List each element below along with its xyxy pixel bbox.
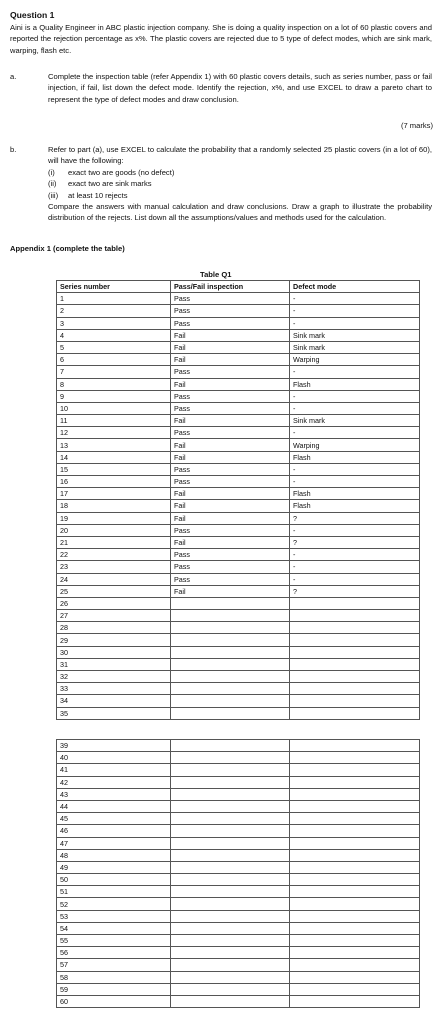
cell-pass-fail[interactable] [171, 658, 290, 670]
cell-pass-fail[interactable] [171, 646, 290, 658]
cell-defect-mode[interactable] [290, 971, 420, 983]
cell-series-number[interactable]: 11 [57, 415, 171, 427]
cell-series-number[interactable]: 46 [57, 825, 171, 837]
cell-defect-mode[interactable]: - [290, 366, 420, 378]
cell-series-number[interactable]: 28 [57, 622, 171, 634]
cell-pass-fail[interactable]: Pass [171, 390, 290, 402]
cell-series-number[interactable]: 7 [57, 366, 171, 378]
cell-pass-fail[interactable]: Pass [171, 305, 290, 317]
cell-pass-fail[interactable]: Fail [171, 354, 290, 366]
table-row [57, 995, 420, 1007]
cell-series-number[interactable]: 3 [57, 317, 171, 329]
cell-series-number[interactable]: 44 [57, 800, 171, 812]
cell-series-number[interactable]: 21 [57, 536, 171, 548]
cell-defect-mode[interactable] [290, 886, 420, 898]
cell-series-number[interactable]: 8 [57, 378, 171, 390]
table-row [57, 874, 420, 886]
cell-pass-fail[interactable]: Pass [171, 463, 290, 475]
table-row [57, 439, 420, 451]
table-row [57, 800, 420, 812]
cell-pass-fail[interactable]: Pass [171, 317, 290, 329]
cell-pass-fail[interactable] [171, 695, 290, 707]
table-row [57, 671, 420, 683]
cell-pass-fail[interactable] [171, 597, 290, 609]
table-row [57, 378, 420, 390]
cell-defect-mode[interactable] [290, 752, 420, 764]
table-row [57, 813, 420, 825]
table-row [57, 959, 420, 971]
cell-series-number[interactable]: 45 [57, 813, 171, 825]
cell-pass-fail[interactable]: Fail [171, 329, 290, 341]
cell-series-number[interactable]: 59 [57, 983, 171, 995]
cell-pass-fail[interactable] [171, 849, 290, 861]
part-b-lead: Refer to part (a), use EXCEL to calculate the probability that a randomly selected 25 plastic covers (in a lot of 60), will have the following: [48, 145, 432, 166]
cell-pass-fail[interactable] [171, 788, 290, 800]
cell-defect-mode[interactable] [290, 658, 420, 670]
inspection-table-bottom [56, 739, 420, 1008]
cell-pass-fail[interactable] [171, 959, 290, 971]
cell-series-number[interactable]: 51 [57, 886, 171, 898]
cell-series-number[interactable]: 4 [57, 329, 171, 341]
cell-pass-fail[interactable] [171, 922, 290, 934]
cell-defect-mode[interactable] [290, 959, 420, 971]
cell-defect-mode[interactable] [290, 837, 420, 849]
cell-pass-fail[interactable]: Fail [171, 585, 290, 597]
cell-defect-mode[interactable]: Flash [290, 451, 420, 463]
cell-pass-fail[interactable] [171, 752, 290, 764]
cell-series-number[interactable]: 24 [57, 573, 171, 585]
cell-pass-fail[interactable] [171, 898, 290, 910]
cell-series-number[interactable]: 30 [57, 646, 171, 658]
cell-defect-mode[interactable]: Sink mark [290, 415, 420, 427]
table-row [57, 707, 420, 719]
cell-defect-mode[interactable]: - [290, 573, 420, 585]
table-row [57, 427, 420, 439]
table-row [57, 451, 420, 463]
cell-pass-fail[interactable] [171, 947, 290, 959]
cell-pass-fail[interactable] [171, 971, 290, 983]
cell-pass-fail[interactable] [171, 707, 290, 719]
cell-series-number[interactable]: 54 [57, 922, 171, 934]
cell-series-number[interactable]: 50 [57, 874, 171, 886]
cell-defect-mode[interactable] [290, 947, 420, 959]
table-header-row [57, 281, 420, 293]
cell-defect-mode[interactable]: ? [290, 512, 420, 524]
cell-defect-mode[interactable] [290, 597, 420, 609]
table-row [57, 764, 420, 776]
cell-pass-fail[interactable] [171, 825, 290, 837]
table-row [57, 646, 420, 658]
cell-series-number[interactable]: 10 [57, 402, 171, 414]
cell-series-number[interactable]: 58 [57, 971, 171, 983]
cell-pass-fail[interactable]: Pass [171, 524, 290, 536]
cell-series-number[interactable]: 22 [57, 549, 171, 561]
table-row [57, 849, 420, 861]
cell-series-number[interactable]: 14 [57, 451, 171, 463]
header-pass-fail: Pass/Fail inspection [171, 281, 290, 293]
cell-series-number[interactable]: 49 [57, 861, 171, 873]
question-intro: Aini is a Quality Engineer in ABC plastic injection company. She is doing a quality inspection on a lot of 60 plastic covers and reported the rejection percentage as x%. The plastic covers are rejected due to 5 type of defect modes, which are sink mark, warping, flash etc. [10, 23, 432, 55]
cell-series-number[interactable]: 6 [57, 354, 171, 366]
cell-defect-mode[interactable]: ? [290, 585, 420, 597]
cell-pass-fail[interactable]: Pass [171, 476, 290, 488]
table-row [57, 825, 420, 837]
cell-series-number[interactable]: 42 [57, 776, 171, 788]
cell-series-number[interactable]: 1 [57, 293, 171, 305]
cell-defect-mode[interactable] [290, 683, 420, 695]
cell-defect-mode[interactable] [290, 671, 420, 683]
table-row [57, 740, 420, 752]
cell-defect-mode[interactable] [290, 622, 420, 634]
cell-series-number[interactable]: 48 [57, 849, 171, 861]
table-row [57, 788, 420, 800]
table-row [57, 597, 420, 609]
cell-series-number[interactable]: 33 [57, 683, 171, 695]
table-row [57, 610, 420, 622]
cell-series-number[interactable]: 52 [57, 898, 171, 910]
cell-series-number[interactable]: 47 [57, 837, 171, 849]
cell-defect-mode[interactable]: - [290, 390, 420, 402]
cell-pass-fail[interactable]: Pass [171, 293, 290, 305]
cell-pass-fail[interactable]: Fail [171, 512, 290, 524]
cell-defect-mode[interactable] [290, 922, 420, 934]
cell-defect-mode[interactable]: - [290, 524, 420, 536]
cell-defect-mode[interactable] [290, 910, 420, 922]
header-series-number: Series number [57, 281, 171, 293]
cell-defect-mode[interactable]: Sink mark [290, 329, 420, 341]
table-row [57, 983, 420, 995]
cell-pass-fail[interactable] [171, 740, 290, 752]
table-row [57, 861, 420, 873]
cell-defect-mode[interactable] [290, 764, 420, 776]
table-row [57, 658, 420, 670]
part-a-letter: a. [10, 72, 17, 81]
cell-defect-mode[interactable] [290, 788, 420, 800]
cell-series-number[interactable]: 15 [57, 463, 171, 475]
cell-series-number[interactable]: 39 [57, 740, 171, 752]
cell-series-number[interactable]: 13 [57, 439, 171, 451]
cell-pass-fail[interactable]: Fail [171, 451, 290, 463]
part-b-closing: Compare the answers with manual calculation and draw conclusions. Draw a graph to illustrate the probability distribution of the rejects. List down all the assumptions/values and methods used for the calculation. [48, 202, 432, 223]
cell-defect-mode[interactable] [290, 935, 420, 947]
cell-pass-fail[interactable] [171, 683, 290, 695]
cell-defect-mode[interactable]: Warping [290, 354, 420, 366]
cell-pass-fail[interactable]: Fail [171, 439, 290, 451]
cell-series-number[interactable]: 20 [57, 524, 171, 536]
table-row [57, 329, 420, 341]
cell-defect-mode[interactable] [290, 995, 420, 1007]
cell-pass-fail[interactable] [171, 995, 290, 1007]
table-row [57, 317, 420, 329]
table-row [57, 837, 420, 849]
part-a-marks: (7 marks) [400, 121, 433, 130]
cell-defect-mode[interactable] [290, 825, 420, 837]
cell-defect-mode[interactable] [290, 861, 420, 873]
table-row [57, 776, 420, 788]
table-row [57, 488, 420, 500]
table-row [57, 341, 420, 353]
table-row [57, 752, 420, 764]
table-row [57, 971, 420, 983]
cell-pass-fail[interactable] [171, 886, 290, 898]
cell-pass-fail[interactable] [171, 776, 290, 788]
cell-series-number[interactable]: 57 [57, 959, 171, 971]
cell-defect-mode[interactable]: Flash [290, 500, 420, 512]
part-a-text: Complete the inspection table (refer Appendix 1) with 60 plastic covers details, such as series number, pass or fail injection, if fail, list down the defect mode. Identify the rejection, x%, and use EXCEL to draw a pareto chart to represent the type of defect modes and draw conclusion. [48, 72, 432, 104]
cell-defect-mode[interactable] [290, 813, 420, 825]
table-row [57, 402, 420, 414]
table-row [57, 683, 420, 695]
table-row [57, 622, 420, 634]
cell-series-number[interactable]: 2 [57, 305, 171, 317]
cell-pass-fail[interactable] [171, 874, 290, 886]
cell-defect-mode[interactable] [290, 849, 420, 861]
cell-series-number[interactable]: 17 [57, 488, 171, 500]
appendix-title: Appendix 1 (complete the table) [10, 244, 125, 253]
cell-pass-fail[interactable]: Pass [171, 573, 290, 585]
table-row [57, 415, 420, 427]
cell-series-number[interactable]: 23 [57, 561, 171, 573]
cell-pass-fail[interactable]: Fail [171, 500, 290, 512]
cell-pass-fail[interactable]: Fail [171, 536, 290, 548]
cell-defect-mode[interactable] [290, 646, 420, 658]
part-b-item: (i) exact two are goods (no defect) [48, 167, 175, 177]
table-row [57, 536, 420, 548]
cell-defect-mode[interactable]: - [290, 561, 420, 573]
cell-series-number[interactable]: 19 [57, 512, 171, 524]
cell-pass-fail[interactable]: Fail [171, 378, 290, 390]
table-row [57, 935, 420, 947]
cell-defect-mode[interactable]: Flash [290, 378, 420, 390]
cell-series-number[interactable]: 43 [57, 788, 171, 800]
table-row [57, 549, 420, 561]
cell-series-number[interactable]: 41 [57, 764, 171, 776]
table-row [57, 910, 420, 922]
cell-series-number[interactable]: 40 [57, 752, 171, 764]
part-b-letter: b. [10, 145, 17, 154]
cell-pass-fail[interactable]: Pass [171, 561, 290, 573]
cell-pass-fail[interactable] [171, 983, 290, 995]
cell-pass-fail[interactable] [171, 764, 290, 776]
cell-defect-mode[interactable] [290, 983, 420, 995]
cell-pass-fail[interactable] [171, 622, 290, 634]
cell-defect-mode[interactable] [290, 800, 420, 812]
cell-pass-fail[interactable]: Fail [171, 488, 290, 500]
table-row [57, 293, 420, 305]
cell-pass-fail[interactable]: Pass [171, 402, 290, 414]
cell-defect-mode[interactable]: ? [290, 536, 420, 548]
cell-defect-mode[interactable] [290, 898, 420, 910]
table-row [57, 922, 420, 934]
table-row [57, 524, 420, 536]
cell-defect-mode[interactable]: - [290, 427, 420, 439]
cell-defect-mode[interactable]: Warping [290, 439, 420, 451]
table-row [57, 695, 420, 707]
cell-series-number[interactable]: 29 [57, 634, 171, 646]
inspection-table-top [56, 280, 420, 720]
cell-series-number[interactable]: 34 [57, 695, 171, 707]
cell-series-number[interactable]: 31 [57, 658, 171, 670]
cell-defect-mode[interactable] [290, 874, 420, 886]
cell-defect-mode[interactable] [290, 707, 420, 719]
cell-series-number[interactable]: 16 [57, 476, 171, 488]
cell-defect-mode[interactable]: - [290, 463, 420, 475]
cell-defect-mode[interactable] [290, 740, 420, 752]
cell-defect-mode[interactable]: Sink mark [290, 341, 420, 353]
part-b-item: (iii) at least 10 rejects [48, 190, 128, 200]
cell-defect-mode[interactable]: - [290, 293, 420, 305]
cell-pass-fail[interactable]: Pass [171, 427, 290, 439]
cell-defect-mode[interactable]: - [290, 476, 420, 488]
cell-defect-mode[interactable] [290, 776, 420, 788]
cell-pass-fail[interactable]: Fail [171, 341, 290, 353]
cell-defect-mode[interactable]: - [290, 549, 420, 561]
table-row [57, 573, 420, 585]
cell-defect-mode[interactable]: Flash [290, 488, 420, 500]
table-row [57, 354, 420, 366]
table-row [57, 305, 420, 317]
table-row [57, 512, 420, 524]
cell-defect-mode[interactable]: - [290, 305, 420, 317]
part-a [10, 71, 432, 105]
cell-series-number[interactable]: 9 [57, 390, 171, 402]
cell-pass-fail[interactable] [171, 634, 290, 646]
cell-pass-fail[interactable] [171, 861, 290, 873]
table-row [57, 634, 420, 646]
table-row [57, 366, 420, 378]
cell-series-number[interactable]: 55 [57, 935, 171, 947]
cell-series-number[interactable]: 32 [57, 671, 171, 683]
cell-series-number[interactable]: 53 [57, 910, 171, 922]
part-b [10, 144, 432, 224]
table-row [57, 898, 420, 910]
table-row [57, 390, 420, 402]
cell-series-number[interactable]: 12 [57, 427, 171, 439]
table-row [57, 500, 420, 512]
cell-defect-mode[interactable] [290, 695, 420, 707]
cell-series-number[interactable]: 26 [57, 597, 171, 609]
cell-defect-mode[interactable]: - [290, 317, 420, 329]
header-defect-mode: Defect mode [290, 281, 420, 293]
part-b-item: (ii) exact two are sink marks [48, 179, 152, 189]
cell-defect-mode[interactable]: - [290, 402, 420, 414]
cell-pass-fail[interactable]: Pass [171, 366, 290, 378]
cell-pass-fail[interactable] [171, 813, 290, 825]
cell-pass-fail[interactable] [171, 610, 290, 622]
question-title: Question 1 [10, 10, 55, 20]
cell-pass-fail[interactable]: Pass [171, 549, 290, 561]
table-row [57, 585, 420, 597]
cell-pass-fail[interactable] [171, 800, 290, 812]
table-row [57, 947, 420, 959]
cell-pass-fail[interactable] [171, 671, 290, 683]
table-row [57, 463, 420, 475]
cell-pass-fail[interactable]: Fail [171, 415, 290, 427]
cell-pass-fail[interactable] [171, 910, 290, 922]
cell-series-number[interactable]: 5 [57, 341, 171, 353]
cell-defect-mode[interactable] [290, 634, 420, 646]
cell-series-number[interactable]: 56 [57, 947, 171, 959]
cell-series-number[interactable]: 35 [57, 707, 171, 719]
cell-pass-fail[interactable] [171, 935, 290, 947]
cell-defect-mode[interactable] [290, 610, 420, 622]
table-row [57, 476, 420, 488]
cell-series-number[interactable]: 18 [57, 500, 171, 512]
table-row [57, 561, 420, 573]
table-row [57, 886, 420, 898]
table-caption: Table Q1 [200, 270, 232, 279]
cell-pass-fail[interactable] [171, 837, 290, 849]
cell-series-number[interactable]: 60 [57, 995, 171, 1007]
cell-series-number[interactable]: 27 [57, 610, 171, 622]
cell-series-number[interactable]: 25 [57, 585, 171, 597]
